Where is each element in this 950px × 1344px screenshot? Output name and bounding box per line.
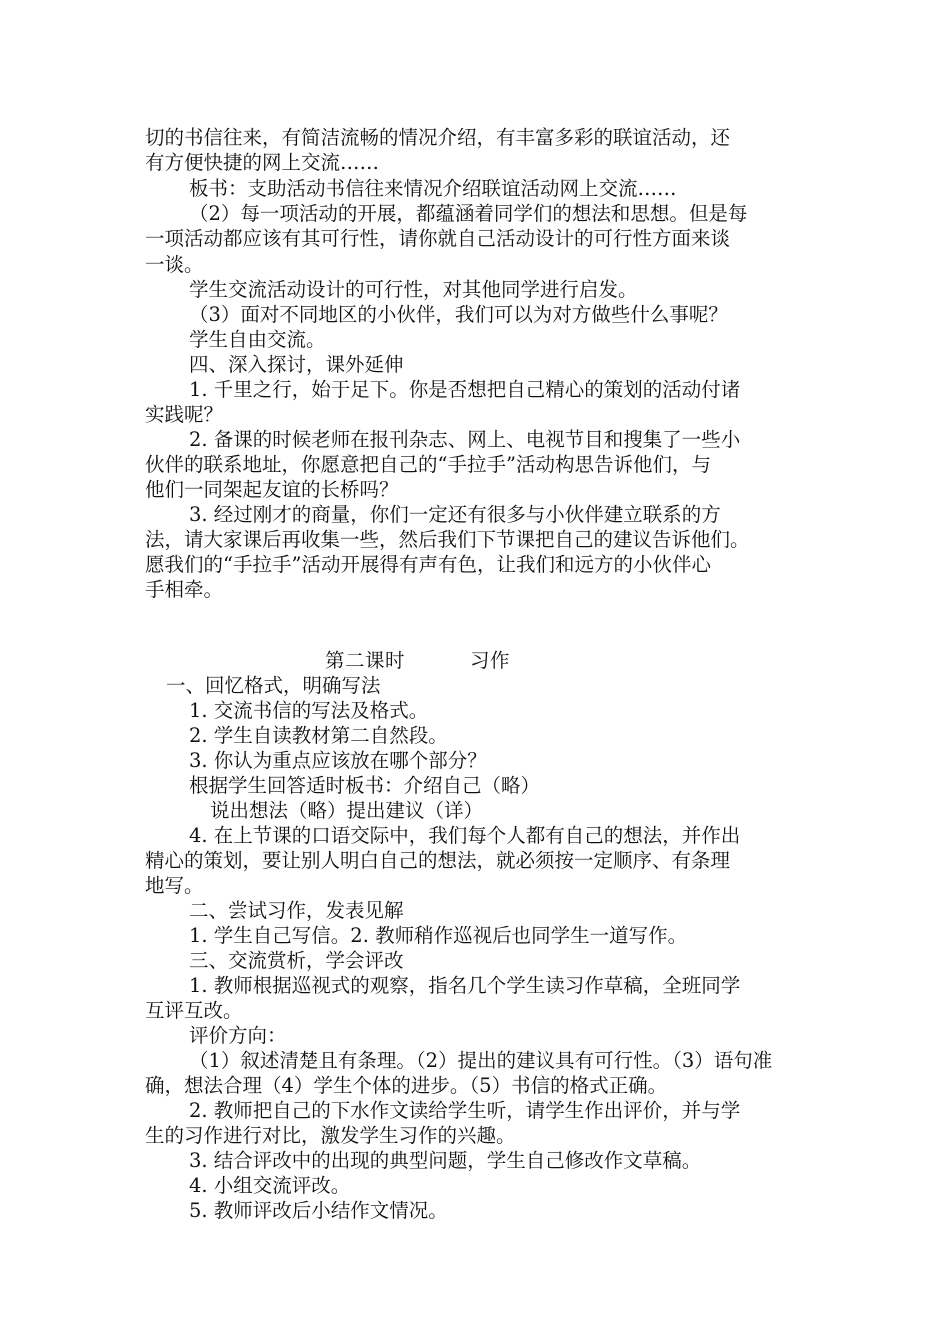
- paragraph-line: 板书：支助活动书信往来情况介绍联谊活动网上交流……: [189, 177, 677, 200]
- paragraph-line: 法，请大家课后再收集一些，然后我们下节课把自己的建议告诉他们。: [145, 528, 750, 551]
- paragraph-line: 地写。: [145, 874, 204, 897]
- paragraph-line: 手相牵。: [145, 578, 224, 601]
- section-heading: 三、交流赏析，学会评改: [189, 949, 404, 972]
- paragraph-line: 说出想法（略）提出建议（详）: [210, 799, 484, 822]
- paragraph-line: （3）面对不同地区的小伙伴，我们可以为对方做些什么事呢？: [189, 303, 728, 326]
- paragraph-line: 精心的策划，要让别人明白自己的想法，就必须按一定顺序、有条理: [145, 849, 731, 872]
- lesson-title: 第二课时: [325, 649, 406, 672]
- section-heading: 四、深入探讨，课外延伸: [189, 353, 404, 376]
- paragraph-line: 1. 交流书信的写法及格式。: [189, 699, 429, 722]
- section-heading: 二、尝试习作，发表见解: [189, 899, 404, 922]
- paragraph-line: 确，想法合理（4）学生个体的进步。（5）书信的格式正确。: [145, 1074, 668, 1097]
- section-heading: 一、回忆格式，明确写法: [166, 674, 381, 697]
- lesson-subtitle: 习作: [470, 649, 511, 672]
- paragraph-line: 根据学生回答适时板书：介绍自己（略）: [189, 774, 541, 797]
- paragraph-line: 2. 学生自读教材第二自然段。: [189, 724, 448, 747]
- paragraph-line: 3. 你认为重点应该放在哪个部分？: [189, 749, 487, 772]
- paragraph-line: 1. 千里之行，始于足下。你是否想把自己精心的策划的活动付诸: [189, 378, 741, 401]
- paragraph-line: 1. 学生自己写信。2. 教师稍作巡视后也同学生一道写作。: [189, 924, 688, 947]
- paragraph-line: 愿我们的“手拉手”活动开展得有声有色，让我们和远方的小伙伴心: [145, 553, 711, 576]
- paragraph-line: 评价方向：: [189, 1024, 287, 1047]
- paragraph-line: 4. 小组交流评改。: [189, 1174, 351, 1197]
- paragraph-line: 互评互改。: [145, 999, 243, 1022]
- paragraph-line: 一谈。: [145, 253, 204, 276]
- paragraph-line: 3. 结合评改中的出现的典型问题，学生自己修改作文草稿。: [189, 1149, 702, 1172]
- paragraph-line: 2. 教师把自己的下水作文读给学生听，请学生作出评价，并与学: [189, 1099, 741, 1122]
- paragraph-line: 4. 在上节课的口语交际中，我们每个人都有自己的想法，并作出: [189, 824, 741, 847]
- paragraph-line: 伙伴的联系地址，你愿意把自己的“手拉手”活动构思告诉他们，与: [145, 453, 711, 476]
- paragraph-line: 切的书信往来，有简洁流畅的情况介绍，有丰富多彩的联谊活动，还: [145, 126, 731, 149]
- paragraph-line: 2. 备课的时候老师在报刊杂志、网上、电视节目和搜集了一些小: [189, 428, 741, 451]
- paragraph-line: 5. 教师评改后小结作文情况。: [189, 1199, 448, 1222]
- paragraph-line: 实践呢？: [145, 403, 224, 426]
- paragraph-line: 他们一同架起友谊的长桥吗？: [145, 478, 399, 501]
- paragraph-line: （1）叙述清楚且有条理。（2）提出的建议具有可行性。（3）语句准: [189, 1049, 773, 1072]
- paragraph-line: 有方便快捷的网上交流……: [145, 151, 380, 174]
- paragraph-line: 3. 经过刚才的商量，你们一定还有很多与小伙伴建立联系的方: [189, 503, 721, 526]
- paragraph-line: （2）每一项活动的开展，都蕴涵着同学们的想法和思想。但是每: [189, 202, 748, 225]
- paragraph-line: 1. 教师根据巡视式的观察，指名几个学生读习作草稿，全班同学: [189, 974, 741, 997]
- paragraph-line: 学生自由交流。: [189, 328, 326, 351]
- paragraph-line: 学生交流活动设计的可行性，对其他同学进行启发。: [189, 278, 638, 301]
- paragraph-line: 一项活动都应该有其可行性，请你就自己活动设计的可行性方面来谈: [145, 227, 731, 250]
- paragraph-line: 生的习作进行对比，激发学生习作的兴趣。: [145, 1124, 516, 1147]
